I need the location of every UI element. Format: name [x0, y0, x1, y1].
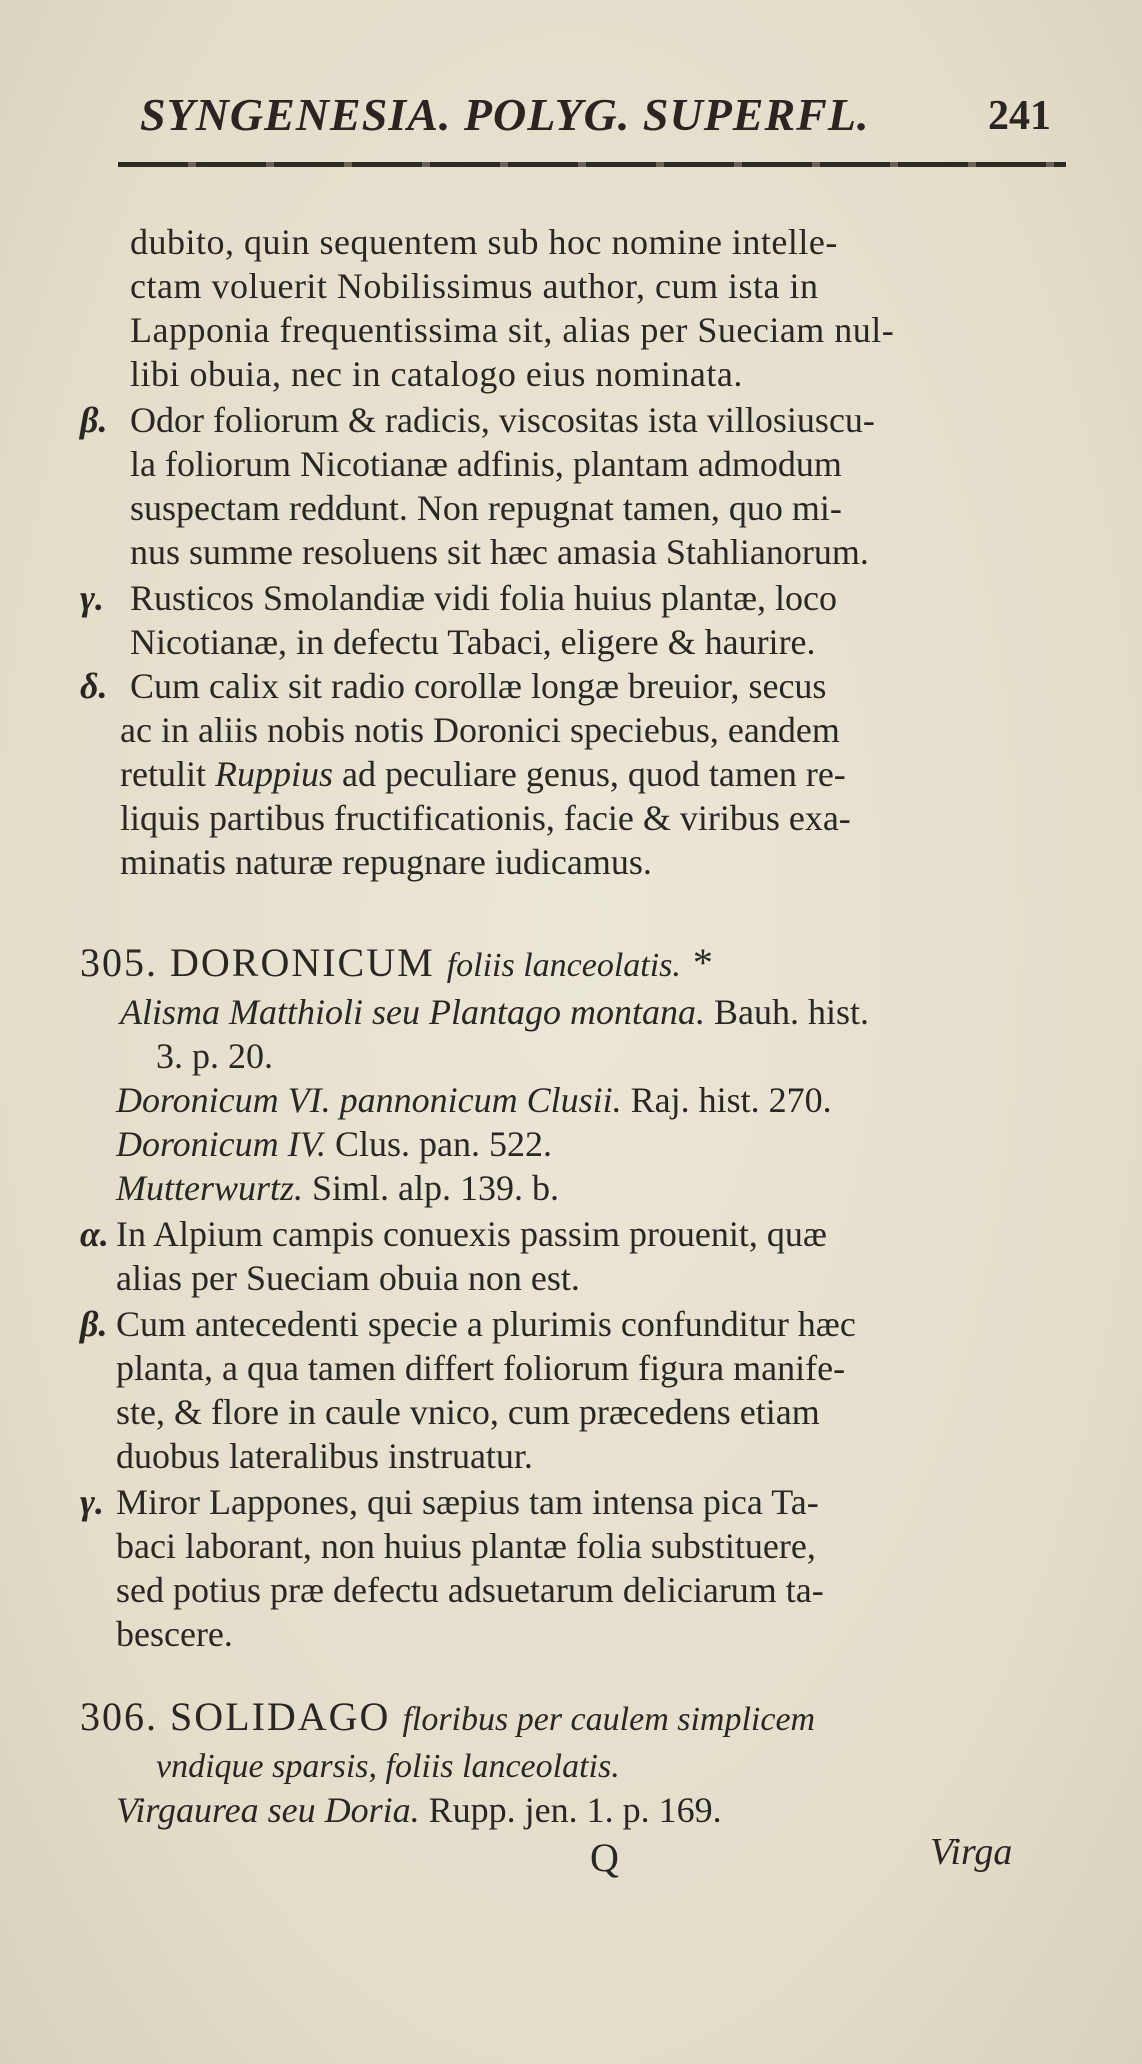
text-line: Nicotianæ, in defectu Tabaci, eligere & haurire.	[130, 622, 816, 662]
text-line: suspectam reddunt. Non repugnat tamen, quo mi-	[130, 488, 842, 528]
text-line: libi obuia, nec in catalogo eius nominata.	[130, 354, 743, 394]
synonym-name: Doronicum VI. pannonicum Clusii.	[116, 1080, 622, 1120]
text-line: minatis naturæ repugnare iudicamus.	[120, 842, 652, 882]
synonym-name: Virgaurea seu Doria.	[116, 1790, 420, 1830]
synonym-line	[116, 1790, 722, 1831]
text-line: la foliorum Nicotianæ adfinis, plantam admodum	[130, 444, 842, 484]
synonym-line	[120, 992, 869, 1033]
synonym-ref: Raj. hist. 270.	[621, 1080, 832, 1120]
text-line: Lapponia frequentissima sit, alias per Sueciam nul-	[130, 310, 895, 350]
text-line: Rusticos Smolandiæ vidi folia huius plantæ, loco	[130, 578, 837, 618]
author-name: Ruppius	[214, 754, 333, 794]
text-line: ste, & flore in caule vnico, cum præcedens etiam	[116, 1392, 820, 1432]
entry-heading	[80, 1696, 815, 1740]
catchword: Virga	[930, 1831, 1013, 1873]
synonym-ref: Clus. pan. 522.	[326, 1124, 553, 1164]
note-marker: γ.	[80, 1482, 104, 1522]
text-line: planta, a qua tamen differt foliorum figura manife-	[116, 1348, 846, 1388]
text-line: Miror Lappones, qui sæpius tam intensa pica Ta-	[116, 1482, 819, 1522]
text-line: bescere.	[116, 1614, 233, 1654]
synonym-ref: Bauh. hist.	[704, 992, 869, 1032]
running-header: SYNGENESIA. POLYG. SUPERFL.	[140, 89, 870, 140]
text-line: ac in aliis nobis notis Doronici speciebus, eandem	[120, 710, 840, 750]
text-line: sed potius præ defectu adsuetarum deliciarum ta-	[116, 1570, 824, 1610]
note-marker: α.	[80, 1214, 109, 1254]
signature-mark: Q	[590, 1835, 619, 1880]
text-run: ad peculiare genus, quod tamen re-	[333, 754, 846, 794]
synonym-name: Alisma Matthioli seu Plantago montana.	[120, 992, 705, 1032]
text-line: Cum antecedenti specie a plurimis confunditur hæc	[116, 1304, 856, 1344]
synonym-name: Doronicum IV.	[116, 1124, 326, 1164]
diagnosis-cont: vndique sparsis, foliis lanceolatis.	[156, 1748, 620, 1785]
synonym-line	[116, 1124, 552, 1165]
text-line: Odor foliorum & radicis, viscositas ista villosiuscu-	[130, 400, 875, 440]
text-line	[120, 754, 846, 795]
text-line: ctam voluerit Nobilissimus author, cum ista in	[130, 266, 819, 306]
synonym-name: Mutterwurtz.	[116, 1168, 304, 1208]
diagnosis: foliis lanceolatis.	[446, 947, 681, 984]
text-run: retulit	[120, 754, 215, 794]
synonym-line	[116, 1168, 559, 1209]
text-line: In Alpium campis conuexis passim prouenit, quæ	[116, 1214, 827, 1254]
entry-number: 306.	[80, 1694, 158, 1739]
text-line: nus summe resoluens sit hæc amasia Stahlianorum.	[130, 532, 869, 572]
diagnosis: floribus per caulem simplicem	[402, 1701, 816, 1738]
text-line: liquis partibus fructificationis, facie & viribus exa-	[120, 798, 851, 838]
synonym-ref: Siml. alp. 139. b.	[303, 1168, 560, 1208]
note-marker: β.	[80, 1304, 108, 1344]
genus-name: DORONICUM	[170, 940, 435, 985]
text-line: dubito, quin sequentem sub hoc nomine intelle-	[130, 222, 838, 262]
entry-number: 305.	[80, 940, 158, 985]
star-mark: *	[692, 940, 715, 985]
note-marker: δ.	[80, 666, 108, 706]
page-number: 241	[988, 93, 1051, 139]
synonym-line	[116, 1080, 832, 1121]
entry-heading	[80, 942, 715, 986]
genus-name: SOLIDAGO	[170, 1694, 391, 1739]
note-marker: β.	[80, 400, 108, 440]
synonym-cont: 3. p. 20.	[156, 1036, 273, 1076]
text-line: alias per Sueciam obuia non est.	[116, 1258, 580, 1298]
header-rule	[118, 162, 1066, 167]
note-marker: γ.	[80, 578, 104, 618]
synonym-ref: Rupp. jen. 1. p. 169.	[419, 1790, 722, 1830]
text-line: Cum calix sit radio corollæ longæ breuior, secus	[130, 666, 827, 706]
text-line: baci laborant, non huius plantæ folia substituere,	[116, 1526, 816, 1566]
text-line: duobus lateralibus instruatur.	[116, 1436, 533, 1476]
